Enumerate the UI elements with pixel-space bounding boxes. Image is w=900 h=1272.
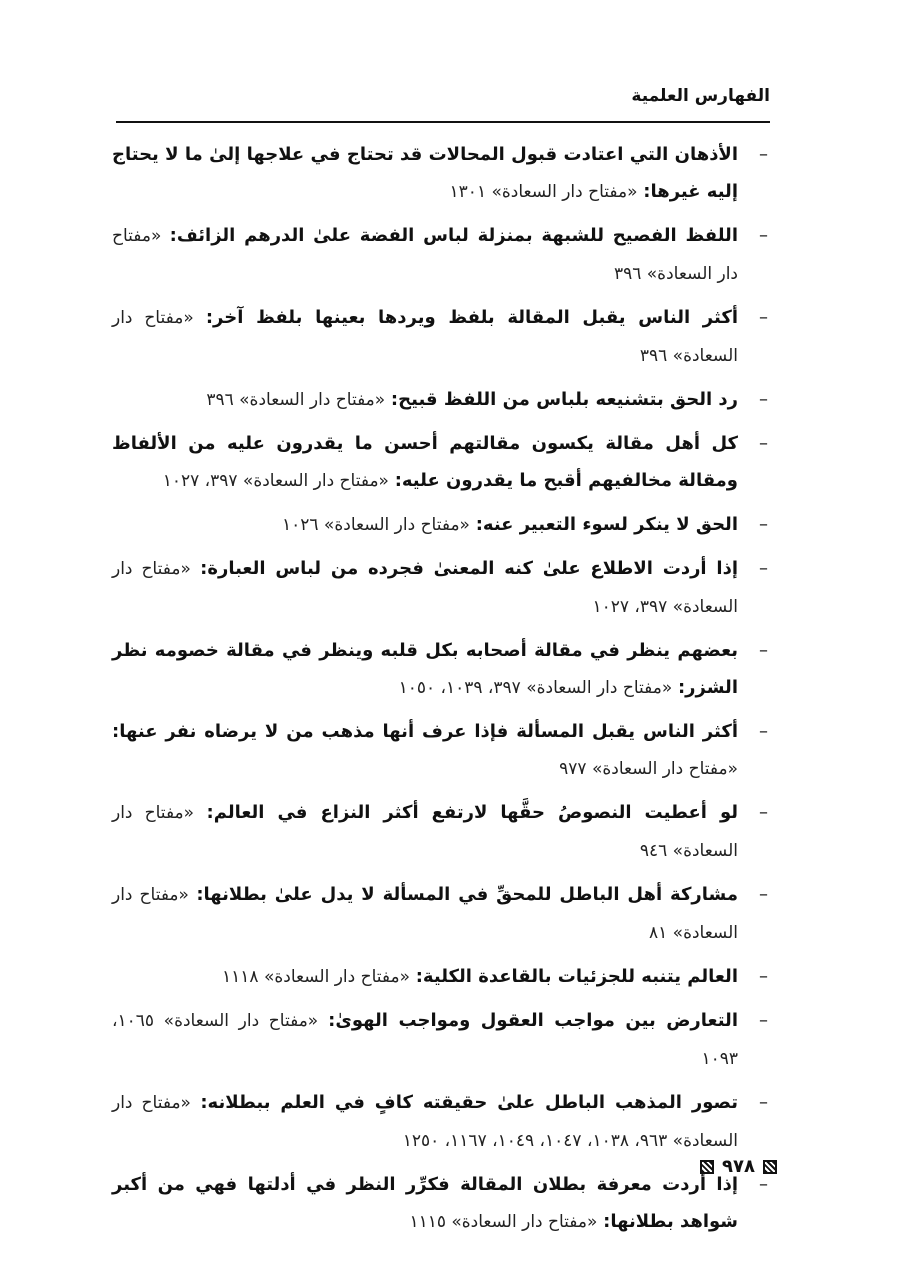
entry-reference: «مفتاح دار السعادة» ٣٩٦ bbox=[112, 226, 738, 284]
index-entry bbox=[112, 1002, 770, 1078]
entry-reference: «مفتاح دار السعادة» ٣٩٧، ١٠٢٧ bbox=[162, 471, 389, 491]
bullet-dash-icon: – bbox=[759, 640, 768, 661]
index-entry bbox=[112, 425, 770, 500]
square-ornament-icon bbox=[763, 1160, 777, 1174]
entry-topic: رد الحق بتشنيعه بلباس من اللفظ قبيح: bbox=[390, 389, 738, 410]
bullet-dash-icon: – bbox=[759, 966, 768, 987]
entry-reference: «مفتاح دار السعادة» ٩٤٦ bbox=[112, 803, 738, 861]
entry-reference: «مفتاح دار السعادة» ٣٩٧، ١٠٢٧ bbox=[112, 559, 738, 617]
index-entry bbox=[112, 958, 770, 996]
entry-topic: أكثر الناس يقبل المقالة بلفظ ويردها بعينها بلفظ آخر: bbox=[205, 307, 738, 328]
bullet-dash-icon: – bbox=[759, 433, 768, 454]
index-entry bbox=[112, 876, 770, 952]
entry-reference: «مفتاح دار السعادة» ١١١٥ bbox=[409, 1212, 598, 1232]
index-entry bbox=[112, 381, 770, 419]
bullet-dash-icon: – bbox=[759, 225, 768, 246]
entry-topic: بعضهم ينظر في مقالة أصحابه بكل قلبه وينظر في مقالة خصومه نظر الشزر: bbox=[112, 640, 738, 698]
bullet-dash-icon: – bbox=[759, 884, 768, 905]
index-entry bbox=[112, 217, 770, 293]
entry-topic: تصور المذهب الباطل علىٰ حقيقته كافٍ في العلم ببطلانه: bbox=[200, 1092, 738, 1113]
page-number: ٩٧٨ bbox=[722, 1156, 755, 1177]
index-entry bbox=[112, 550, 770, 626]
entry-reference: «مفتاح دار السعادة» ٩٦٣، ١٠٣٨، ١٠٤٧، ١٠٤٩، ١١٦٧، ١٢٥٠ bbox=[112, 1093, 738, 1151]
entry-reference: «مفتاح دار السعادة» ١١١٨ bbox=[222, 967, 410, 987]
entry-reference: «مفتاح دار السعادة» ٣٩٦ bbox=[112, 308, 738, 366]
entry-reference: «مفتاح دار السعادة» ٣٩٧، ١٠٣٩، ١٠٥٠ bbox=[398, 678, 673, 698]
entry-reference: «مفتاح دار السعادة» ٣٩٦ bbox=[206, 390, 386, 410]
header-rule bbox=[116, 121, 770, 123]
index-entry bbox=[112, 632, 770, 707]
entry-topic: العالم يتنبه للجزئيات بالقاعدة الكلية: bbox=[415, 966, 738, 987]
bullet-dash-icon: – bbox=[759, 307, 768, 328]
bullet-dash-icon: – bbox=[759, 389, 768, 410]
bullet-dash-icon: – bbox=[759, 144, 768, 165]
bullet-dash-icon: – bbox=[759, 1092, 768, 1113]
bullet-dash-icon: – bbox=[759, 1010, 768, 1031]
entry-reference: «مفتاح دار السعادة» ٨١ bbox=[112, 885, 738, 943]
index-entry bbox=[112, 794, 770, 870]
entry-topic: الأذهان التي اعتادت قبول المحالات قد تحتاج في علاجها إلىٰ ما لا يحتاج إليه غيرها: bbox=[112, 144, 738, 202]
index-entry bbox=[112, 299, 770, 375]
index-entry bbox=[112, 713, 770, 788]
index-entry bbox=[112, 506, 770, 544]
bullet-dash-icon: – bbox=[759, 558, 768, 579]
entry-topic: إذا أردت معرفة بطلان المقالة فكرِّر النظر في أدلتها فهي من أكبر شواهد بطلانها: bbox=[112, 1174, 738, 1232]
entry-topic: لو أعطيت النصوصُ حقَّها لارتفع أكثر النزاع في العالم: bbox=[206, 802, 738, 823]
entry-reference: «مفتاح دار السعادة» ٩٧٧ bbox=[559, 759, 738, 779]
bullet-dash-icon: – bbox=[759, 802, 768, 823]
running-header: الفهارس العلمية bbox=[631, 86, 770, 106]
index-entry bbox=[112, 136, 770, 211]
entry-reference: «مفتاح دار السعادة» ١٠٢٦ bbox=[282, 515, 470, 535]
entry-topic: التعارض بين مواجب العقول ومواجب الهوىٰ: bbox=[328, 1010, 738, 1031]
entry-topic: الحق لا ينكر لسوء التعبير عنه: bbox=[475, 514, 738, 535]
entry-topic: مشاركة أهل الباطل للمحقِّ في المسألة لا يدل علىٰ بطلانها: bbox=[196, 884, 739, 905]
entry-reference: «مفتاح دار السعادة» ١٣٠١ bbox=[449, 182, 638, 202]
entry-topic: اللفظ الفصيح للشبهة بمنزلة لباس الفضة علىٰ الدرهم الزائف: bbox=[169, 225, 738, 246]
index-entries bbox=[112, 136, 770, 1247]
bullet-dash-icon: – bbox=[759, 514, 768, 535]
entry-topic: إذا أردت الاطلاع علىٰ كنه المعنىٰ فجرده من لباس العبارة: bbox=[200, 558, 738, 579]
bullet-dash-icon: – bbox=[759, 721, 768, 742]
entry-topic: كل أهل مقالة يكسون مقالتهم أحسن ما يقدرون عليه من الألفاظ ومقالة مخالفيهم أقبح ما يقدرون عليه: bbox=[112, 433, 738, 491]
square-ornament-icon bbox=[700, 1160, 714, 1174]
index-entry bbox=[112, 1166, 770, 1241]
page-footer bbox=[700, 1156, 777, 1177]
bullet-dash-icon: – bbox=[759, 1174, 768, 1195]
index-entry bbox=[112, 1084, 770, 1160]
entry-topic: أكثر الناس يقبل المسألة فإذا عرف أنها مذهب من لا يرضاه نفر عنها: bbox=[112, 721, 738, 742]
entry-reference: «مفتاح دار السعادة» ١٠٦٥، ١٠٩٣ bbox=[112, 1011, 738, 1069]
